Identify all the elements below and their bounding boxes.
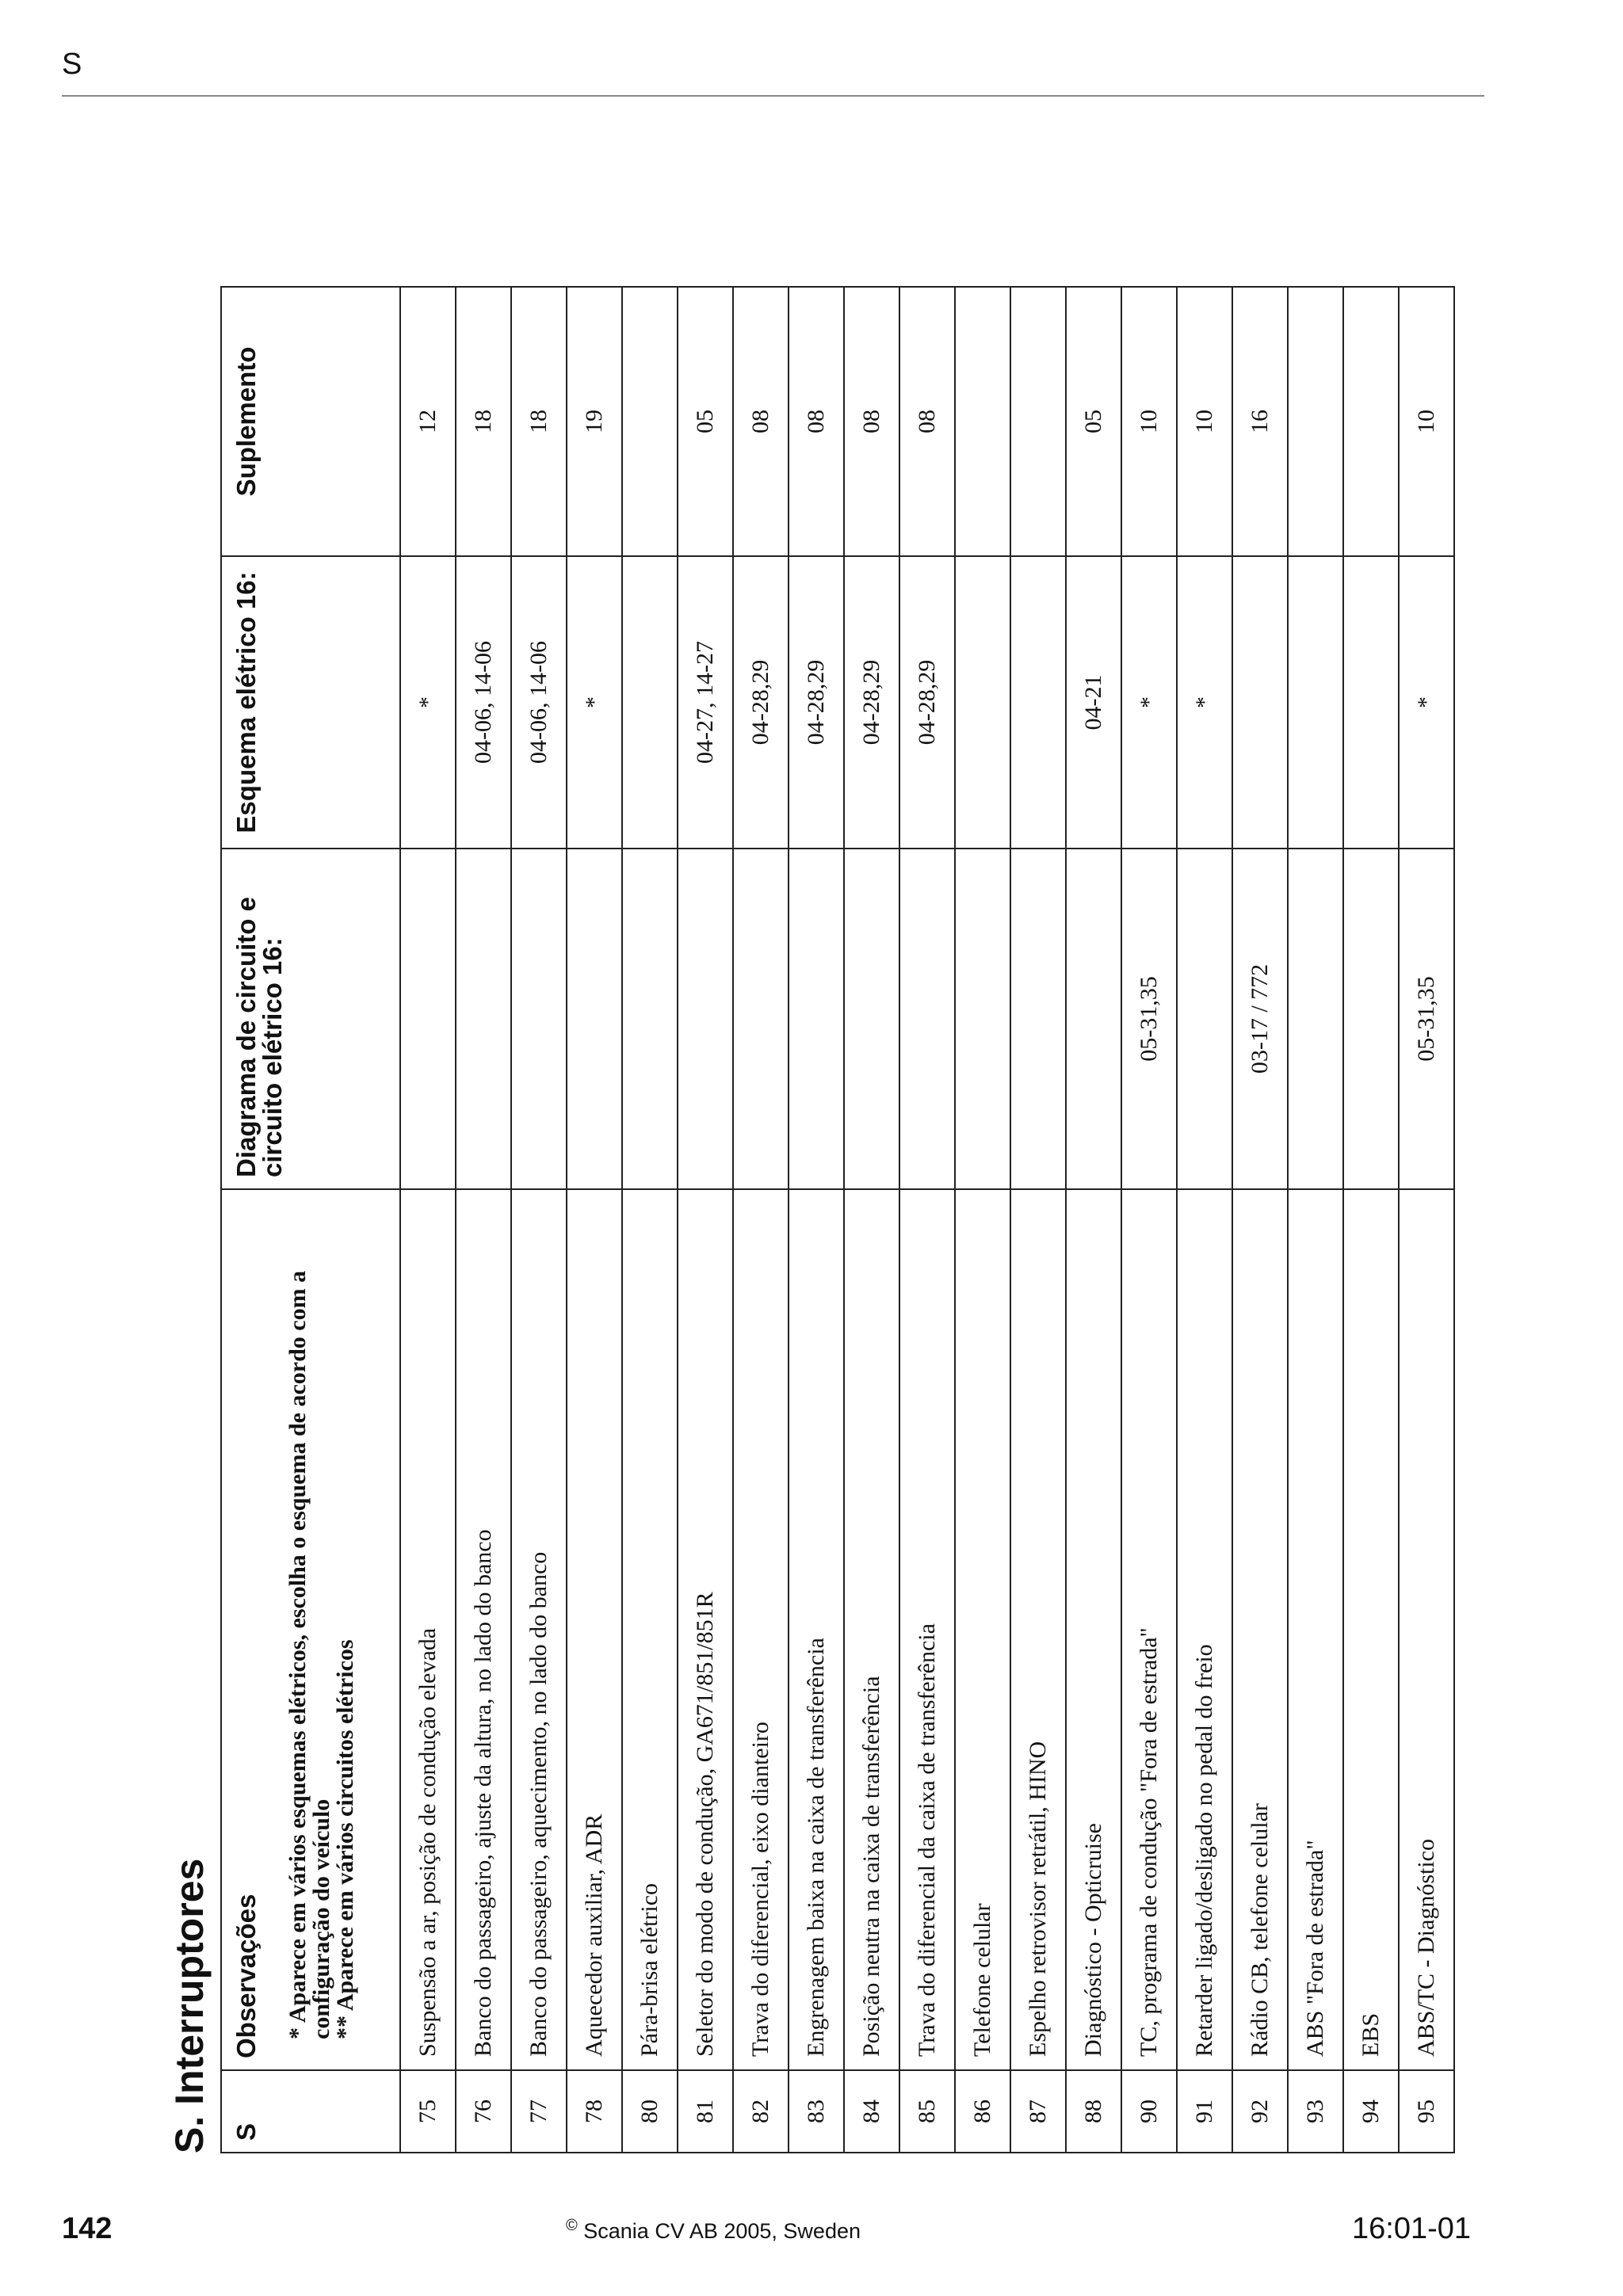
cell-s: 80 [622, 2070, 678, 2153]
cell-esquema [622, 556, 678, 849]
cell-suplemento [1288, 287, 1343, 556]
cell-s: 88 [1066, 2070, 1121, 2153]
cell-s: 90 [1121, 2070, 1177, 2153]
cell-diagrama [511, 849, 567, 1189]
cell-diagrama [1177, 849, 1232, 1189]
table-row [456, 287, 511, 2153]
cell-s: 85 [899, 2070, 955, 2153]
cell-diagrama [456, 849, 511, 1189]
col-header-esquema: Esquema elétrico 16: [221, 556, 400, 849]
cell-diagrama [789, 849, 844, 1189]
cell-observacao: Seletor do modo de condução, GA671/851/851R [678, 1189, 733, 2070]
cell-diagrama: 05-31,35 [1121, 849, 1177, 1189]
table-row [622, 287, 678, 2153]
cell-s: 95 [1399, 2070, 1454, 2153]
cell-suplemento: 19 [567, 287, 622, 556]
cell-observacao: Banco do passageiro, ajuste da altura, no lado do banco [456, 1189, 511, 2070]
cell-diagrama: 03-17 / 772 [1232, 849, 1288, 1189]
table-row [899, 287, 955, 2153]
cell-s: 78 [567, 2070, 622, 2153]
cell-esquema [955, 556, 1010, 849]
cell-esquema [1010, 556, 1066, 849]
cell-diagrama [899, 849, 955, 1189]
cell-diagrama [1010, 849, 1066, 1189]
section-title: S. Interruptores [167, 1858, 212, 2153]
table-header-row [221, 287, 400, 2153]
cell-suplemento: 05 [678, 287, 733, 556]
cell-observacao: Espelho retrovisor retrátil, HINO [1010, 1189, 1066, 2070]
cell-suplemento: 16 [1232, 287, 1288, 556]
cell-observacao: Telefone celular [955, 1189, 1010, 2070]
cell-s: 82 [733, 2070, 789, 2153]
cell-observacao: Trava do diferencial, eixo dianteiro [733, 1189, 789, 2070]
cell-esquema: * [400, 556, 456, 849]
cell-suplemento [1343, 287, 1399, 556]
cell-suplemento: 08 [733, 287, 789, 556]
cell-esquema [1232, 556, 1288, 849]
cell-observacao: Retarder ligado/desligado no pedal do freio [1177, 1189, 1232, 2070]
cell-suplemento: 10 [1121, 287, 1177, 556]
copyright-symbol: © [566, 2217, 578, 2234]
cell-diagrama [955, 849, 1010, 1189]
cell-suplemento: 10 [1399, 287, 1454, 556]
cell-diagrama [400, 849, 456, 1189]
cell-diagrama [567, 849, 622, 1189]
cell-suplemento [955, 287, 1010, 556]
table-row [1010, 287, 1066, 2153]
cell-diagrama [733, 849, 789, 1189]
cell-esquema: 04-28,29 [733, 556, 789, 849]
cell-esquema: * [1177, 556, 1232, 849]
cell-observacao: Diagnóstico - Opticruise [1066, 1189, 1121, 2070]
copyright [566, 2217, 861, 2244]
table-row [400, 287, 456, 2153]
cell-esquema: 04-06, 14-06 [456, 556, 511, 849]
cell-s: 84 [844, 2070, 899, 2153]
cell-diagrama: 05-31,35 [1399, 849, 1454, 1189]
cell-s: 77 [511, 2070, 567, 2153]
cell-diagrama [678, 849, 733, 1189]
cell-s: 94 [1343, 2070, 1399, 2153]
col-header-observacoes-label: Observações [231, 1894, 261, 2058]
table-row [678, 287, 733, 2153]
cell-observacao: Aquecedor auxiliar, ADR [567, 1189, 622, 2070]
note-line-2: ** Aparece em vários circuitos elétricos [332, 1639, 358, 2039]
cell-s: 93 [1288, 2070, 1343, 2153]
cell-observacao: Suspensão a ar, posição de condução elevada [400, 1189, 456, 2070]
cell-s: 83 [789, 2070, 844, 2153]
cell-observacao: Rádio CB, telefone celular [1232, 1189, 1288, 2070]
running-header-letter: S [62, 48, 82, 81]
table-row [1066, 287, 1121, 2153]
rotated-content [143, 228, 1498, 2153]
document-code: 16:01-01 [1352, 2212, 1472, 2245]
cell-esquema: 04-21 [1066, 556, 1121, 849]
col-header-suplemento: Suplemento [221, 287, 400, 556]
cell-observacao: ABS "Fora de estrada" [1288, 1189, 1343, 2070]
cell-diagrama [844, 849, 899, 1189]
table-row [1232, 287, 1288, 2153]
cell-suplemento: 08 [789, 287, 844, 556]
cell-observacao: Banco do passageiro, aquecimento, no lado do banco [511, 1189, 567, 2070]
cell-observacao: Engrenagem baixa na caixa de transferência [789, 1189, 844, 2070]
cell-suplemento: 05 [1066, 287, 1121, 556]
cell-suplemento: 18 [511, 287, 567, 556]
table-row [733, 287, 789, 2153]
cell-observacao: EBS [1343, 1189, 1399, 2070]
table-row [789, 287, 844, 2153]
table-row [567, 287, 622, 2153]
switch-table [220, 286, 1455, 2153]
cell-suplemento: 08 [844, 287, 899, 556]
page-number: 142 [62, 2212, 113, 2245]
cell-s: 91 [1177, 2070, 1232, 2153]
cell-observacao: TC, programa de condução "Fora de estrada" [1121, 1189, 1177, 2070]
cell-esquema: 04-28,29 [789, 556, 844, 849]
cell-observacao: Pára-brisa elétrico [622, 1189, 678, 2070]
cell-esquema: 04-27, 14-27 [678, 556, 733, 849]
cell-diagrama [1066, 849, 1121, 1189]
cell-suplemento: 10 [1177, 287, 1232, 556]
table-row [1288, 287, 1343, 2153]
cell-esquema: 04-28,29 [844, 556, 899, 849]
cell-observacao: Posição neutra na caixa de transferência [844, 1189, 899, 2070]
table-row [955, 287, 1010, 2153]
cell-observacao: Trava do diferencial da caixa de transferência [899, 1189, 955, 2070]
cell-suplemento [1010, 287, 1066, 556]
cell-esquema: * [1399, 556, 1454, 849]
cell-s: 75 [400, 2070, 456, 2153]
table-row [1399, 287, 1454, 2153]
cell-s: 76 [456, 2070, 511, 2153]
cell-esquema: 04-28,29 [899, 556, 955, 849]
col-header-diagrama: Diagrama de circuito e circuito elétrico 16: [221, 849, 400, 1189]
cell-s: 81 [678, 2070, 733, 2153]
cell-esquema [1288, 556, 1343, 849]
cell-s: 86 [955, 2070, 1010, 2153]
cell-observacao: ABS/TC - Diagnóstico [1399, 1189, 1454, 2070]
cell-suplemento: 18 [456, 287, 511, 556]
cell-diagrama [1288, 849, 1343, 1189]
cell-esquema [1343, 556, 1399, 849]
cell-esquema: * [567, 556, 622, 849]
cell-diagrama [1343, 849, 1399, 1189]
table-row [844, 287, 899, 2153]
cell-suplemento: 12 [400, 287, 456, 556]
copyright-text: Scania CV AB 2005, Sweden [583, 2219, 861, 2243]
cell-suplemento: 08 [899, 287, 955, 556]
table-row [1121, 287, 1177, 2153]
col-header-observacoes [221, 1189, 400, 2070]
note-line-1: * Aparece em vários esquemas elétricos, escolha o esquema de acordo com a configuração do veículo [285, 1270, 334, 2039]
table-row [1343, 287, 1399, 2153]
cell-s: 87 [1010, 2070, 1066, 2153]
cell-esquema: 04-06, 14-06 [511, 556, 567, 849]
table-row [511, 287, 567, 2153]
header-rule [62, 95, 1484, 97]
col-header-s: S [221, 2070, 400, 2153]
cell-suplemento [622, 287, 678, 556]
cell-esquema: * [1121, 556, 1177, 849]
cell-diagrama [622, 849, 678, 1189]
table-row [1177, 287, 1232, 2153]
cell-s: 92 [1232, 2070, 1288, 2153]
